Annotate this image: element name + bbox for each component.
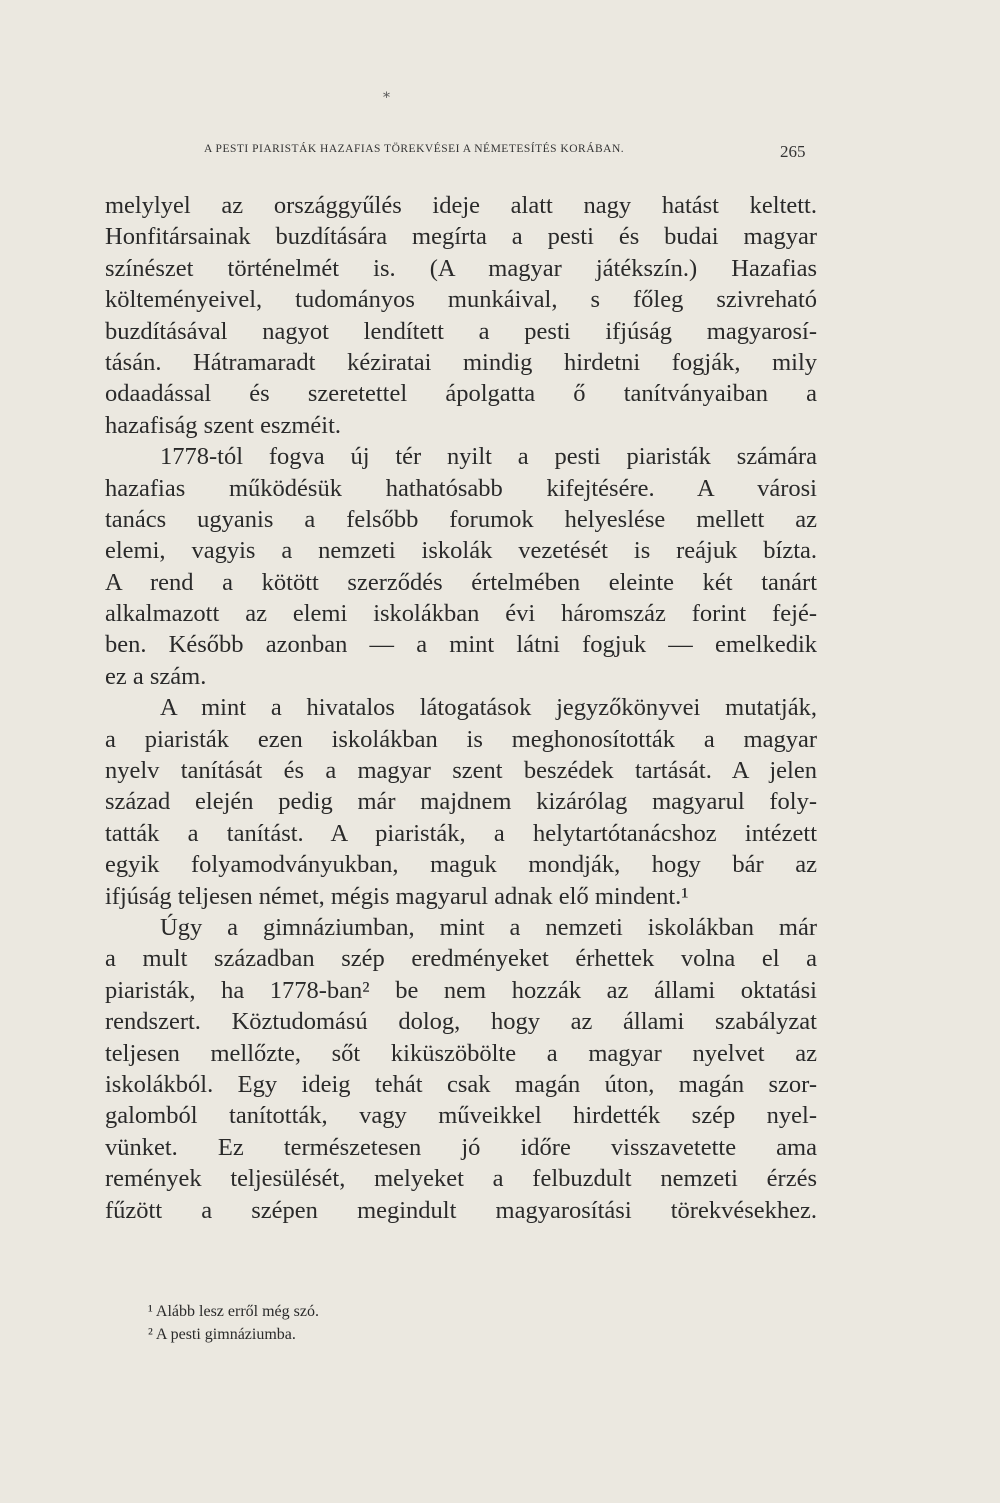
text-line: a piaristák ezen iskolákban is meghonosították a magyar (105, 725, 817, 753)
text-line: ez a szám. (105, 662, 207, 690)
text-line: színészet történelmét is. (A magyar játékszín.) Hazafias (105, 254, 817, 282)
text-line: hazafias működésük hathatósabb kifejtésére. A városi (105, 474, 817, 502)
text-line: egyik folyamodványukban, maguk mondják, hogy bár az (105, 851, 817, 879)
footnote-2: ² A pesti gimnáziumba. (148, 1326, 296, 1343)
text-line: század elején pedig már majdnem kizárólag magyarul foly- (105, 788, 817, 816)
page-number: 265 (780, 142, 806, 161)
text-line: költeményeivel, tudományos munkáival, s főleg szivreható (105, 286, 817, 314)
text-line: remények teljesülését, melyeket a felbuzdult nemzeti érzés (105, 1165, 817, 1193)
text-line: hazafiság szent eszméit. (105, 411, 342, 439)
footnotes (148, 1300, 548, 1346)
text-line: melylyel az országgyűlés ideje alatt nagy hatást keltett. (105, 192, 817, 219)
text-line: odaadással és szeretettel ápolgatta ő tanítványaiban a (105, 380, 817, 408)
running-head: A PESTI PIARISTÁK HAZAFIAS TÖREKVÉSEI A NÉMETESÍTÉS KORÁBAN. (204, 143, 625, 155)
text-line: piaristák, ha 1778-ban² be nem hozzák az állami oktatási (105, 976, 817, 1004)
ornament-mark: * (383, 90, 390, 106)
body-text (105, 190, 817, 1226)
text-line: ifjúság teljesen német, mégis magyarul adnak elő mindent.¹ (105, 882, 689, 910)
text-line: alkalmazott az elemi iskolákban évi háromszáz forint fejé- (105, 600, 817, 628)
text-line: Honfitársainak buzdítására megírta a pesti és budai magyar (105, 223, 817, 251)
text-line: tásán. Hátramaradt kéziratai mindig hirdetni fogják, mily (105, 348, 817, 376)
footnote-1: ¹ Alább lesz erről még szó. (148, 1303, 319, 1320)
text-line: galomból tanították, vagy műveikkel hirdették szép nyel- (105, 1102, 817, 1130)
text-line: A rend a kötött szerződés értelmében eleinte két tanárt (105, 568, 817, 596)
text-line: a mult században szép eredményeket érhettek volna el a (105, 945, 817, 973)
text-line: ben. Később azonban — a mint látni fogjuk — emelkedik (105, 631, 817, 659)
text-line: rendszert. Köztudomású dolog, hogy az állami szabályzat (105, 1008, 817, 1036)
text-line: buzdításával nagyot lendített a pesti ifjúság magyarosí- (105, 317, 817, 345)
text-line: nyelv tanítását és a magyar szent beszédek tartását. A jelen (105, 757, 817, 785)
text-line: 1778-tól fogva új tér nyilt a pesti piaristák számára (160, 443, 817, 471)
text-line: vünket. Ez természetesen jó időre visszavetette ama (105, 1133, 817, 1161)
text-line: fűzött a szépen megindult magyarosítási törekvésekhez. (105, 1196, 817, 1224)
text-line: teljesen mellőzte, sőt kiküszöbölte a magyar nyelvet az (105, 1039, 817, 1067)
text-line: tanács ugyanis a felsőbb forumok helyeslése mellett az (105, 505, 817, 533)
text-line: elemi, vagyis a nemzeti iskolák vezetését is reájuk bízta. (105, 537, 817, 565)
text-line: tatták a tanítást. A piaristák, a helytartótanácshoz intézett (105, 819, 817, 847)
text-line: Úgy a gimnáziumban, mint a nemzeti iskolákban már (160, 913, 817, 941)
text-line: iskolákból. Egy ideig tehát csak magán úton, magán szor- (105, 1070, 817, 1098)
text-line: A mint a hivatalos látogatások jegyzőkönyvei mutatják, (160, 694, 817, 722)
